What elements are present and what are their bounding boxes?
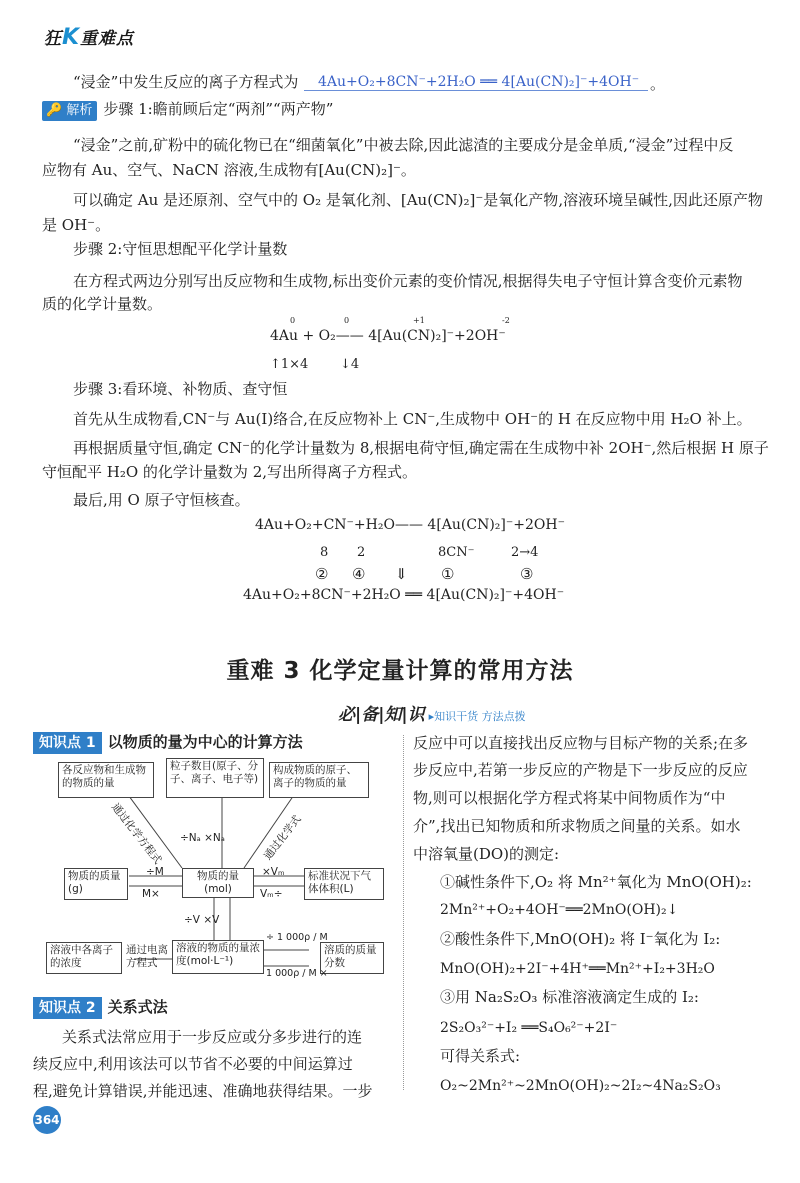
avogadro-label: ÷Nₐ ×Nₐ	[180, 832, 225, 844]
step2-title: 步骤 2:守恒思想配平化学计量数	[73, 240, 288, 258]
molar-mass-label: ÷M	[146, 866, 164, 878]
kp1-header	[33, 731, 303, 754]
fraction-label: ÷ 1 000ρ / M	[266, 932, 328, 943]
coef: 8	[320, 545, 329, 560]
step1-title: 步骤 1:瞻前顾后定“两剂”“两产物”	[103, 100, 334, 118]
gas-volume-box: 标准状况下气体体积(L)	[304, 868, 384, 900]
paragraph: 应物有 Au、空气、NaCN 溶液,生成物有[Au(CN)₂]⁻。	[42, 161, 416, 179]
ox-state: 0	[344, 316, 350, 325]
left-paragraph: 续反应中,利用该法可以节省不必要的中间运算过	[33, 1055, 353, 1073]
answer-text: 4Au+O₂+8CN⁻+2H₂O ══ 4[Au(CN)₂]⁻+4OH⁻	[318, 74, 640, 90]
electron-gain: ↑1×4	[270, 357, 309, 372]
order-mark: ②	[315, 565, 329, 583]
right-paragraph: 物,则可以根据化学方程式将某中间物质作为“中	[413, 789, 726, 807]
paragraph: 质的化学计量数。	[42, 295, 163, 313]
logo-prefix: 狂	[44, 29, 62, 49]
kp2-title: 关系式法	[107, 998, 168, 1016]
molar-concentration-box: 溶液的物质的量浓度(mol·L⁻¹)	[172, 940, 264, 974]
section-title: 重难 3 化学定量计算的常用方法	[226, 658, 574, 684]
coef: 2→4	[511, 545, 539, 560]
molar-volume-label: ×Vₘ	[262, 866, 285, 878]
molar-mass-label: M×	[142, 888, 160, 900]
mass-box: 物质的质量(g)	[64, 868, 128, 900]
order-mark: ④	[352, 565, 366, 583]
equation-1: 4Au + O₂—— 4[Au(CN)₂]⁻+2OH⁻	[270, 328, 506, 344]
analysis-badge: 🔑 解析	[42, 101, 97, 121]
via-equation-label: 通过化学方程式	[109, 801, 164, 867]
answer-underline	[304, 90, 648, 91]
step-equation: 2S₂O₃²⁻+I₂ ══S₄O₆²⁻+2I⁻	[440, 1020, 618, 1036]
volume-label: ÷V ×V	[184, 914, 220, 926]
step-equation: MnO(OH)₂+2I⁻+4H⁺══Mn²⁺+I₂+3H₂O	[440, 961, 715, 977]
page-number: 364	[33, 1106, 61, 1134]
column-separator	[403, 735, 404, 1090]
fraction-label: 1 000ρ / M ×	[266, 968, 328, 979]
paragraph: “浸金”之前,矿粉中的硫化物已在“细菌氧化”中被去除,因此滤渣的主要成分是金单质,“浸金”过程中反	[73, 136, 734, 154]
amount-box: 物质的量(mol)	[182, 868, 254, 898]
paragraph: 首先从生成物看,CN⁻与 Au(Ⅰ)络合,在反应物补上 CN⁻,生成物中 OH⁻的 H 在反应物中用 H₂O 补上。	[73, 410, 752, 428]
constituents-box: 构成物质的原子、离子的物质的量	[269, 762, 369, 798]
ion-concentration-box: 溶液中各离子的浓度	[46, 942, 122, 974]
paragraph: 最后,用 O 原子守恒核查。	[73, 491, 250, 509]
step3-title: 步骤 3:看环境、补物质、查守恒	[73, 380, 288, 398]
reactants-box: 各反应物和生成物的物质的量	[58, 762, 154, 798]
kp1-title: 以物质的量为中心的计算方法	[107, 733, 303, 751]
order-mark: ①	[441, 565, 455, 583]
via-ionization-label: 通过电离方程式	[126, 944, 168, 969]
order-mark: ③	[520, 565, 534, 583]
mass-fraction-box: 溶质的质量分数	[320, 942, 384, 974]
question-suffix: 。	[650, 75, 666, 93]
paragraph: 守恒配平 H₂O 的化学计量数为 2,写出所得离子方程式。	[42, 463, 418, 481]
step-line: ③用 Na₂S₂O₃ 标准溶液滴定生成的 I₂:	[440, 988, 699, 1006]
question-prefix: “浸金”中发生反应的离子方程式为	[73, 73, 299, 91]
equation-2: 4Au+O₂+CN⁻+H₂O—— 4[Au(CN)₂]⁻+2OH⁻	[255, 517, 565, 533]
coef: 8CN⁻	[438, 545, 475, 560]
kp2-badge: 知识点 2	[33, 997, 102, 1019]
coef: 2	[357, 545, 366, 560]
step-equation: 2Mn²⁺+O₂+4OH⁻══2MnO(OH)₂↓	[440, 902, 679, 918]
step-line: ②酸性条件下,MnO(OH)₂ 将 I⁻氧化为 I₂:	[440, 930, 721, 948]
book-logo	[44, 24, 134, 50]
equation-3: 4Au+O₂+8CN⁻+2H₂O ══ 4[Au(CN)₂]⁻+4OH⁻	[243, 587, 565, 603]
molar-volume-label: Vₘ÷	[260, 888, 283, 900]
essential-title: 必|备|知|识	[338, 705, 425, 725]
kp2-header	[33, 996, 168, 1019]
left-paragraph: 关系式法常应用于一步反应或分多步进行的连	[62, 1028, 363, 1046]
step-line: ①碱性条件下,O₂ 将 Mn²⁺氧化为 MnO(OH)₂:	[440, 873, 752, 891]
logo-k: K	[62, 25, 81, 50]
electron-loss: ↓4	[340, 357, 360, 372]
paragraph: 是 OH⁻。	[42, 216, 111, 234]
analysis-header	[42, 97, 333, 122]
ox-state: -2	[502, 316, 510, 325]
step-line: 可得关系式:	[440, 1047, 521, 1065]
relation-expression: O₂~2Mn²⁺~2MnO(OH)₂~2I₂~4Na₂S₂O₃	[440, 1078, 721, 1094]
left-paragraph: 程,避免计算错误,并能迅速、准确地获得结果。一步	[33, 1082, 373, 1100]
right-paragraph: 步反应中,若第一步反应的产物是下一步反应的反应	[413, 761, 748, 779]
right-paragraph: 中溶氧量(DO)的测定:	[413, 845, 560, 863]
logo-suffix: 重难点	[80, 29, 135, 49]
kp1-badge: 知识点 1	[33, 732, 102, 754]
down-arrow-icon: ⇓	[395, 565, 408, 583]
via-formula-label: 通过化学式	[261, 813, 304, 863]
paragraph: 在方程式两边分别写出反应物和生成物,标出变价元素的变价情况,根据得失电子守恒计算含变价元素物	[73, 272, 743, 290]
right-paragraph: 反应中可以直接找出反应物与目标产物的关系;在多	[413, 734, 749, 752]
paragraph: 可以确定 Au 是还原剂、空气中的 O₂ 是氧化剂、[Au(CN)₂]⁻是氧化产物,溶液环境呈碱性,因此还原产物	[73, 191, 763, 209]
ox-state: 0	[290, 316, 296, 325]
question-line	[73, 70, 298, 95]
essential-subtitle: ▸知识干货 方法点拨	[428, 710, 526, 723]
essential-knowledge	[338, 700, 526, 725]
calculation-diagram	[34, 754, 394, 986]
ox-state: +1	[413, 316, 425, 325]
particles-box: 粒子数目(原子、分子、离子、电子等)	[166, 758, 264, 798]
right-paragraph: 介”,找出已知物质和所求物质之间量的关系。如水	[413, 817, 741, 835]
paragraph: 再根据质量守恒,确定 CN⁻的化学计量数为 8,根据电荷守恒,确定需在生成物中补 2OH⁻,然后根据 H 原子	[73, 439, 769, 457]
